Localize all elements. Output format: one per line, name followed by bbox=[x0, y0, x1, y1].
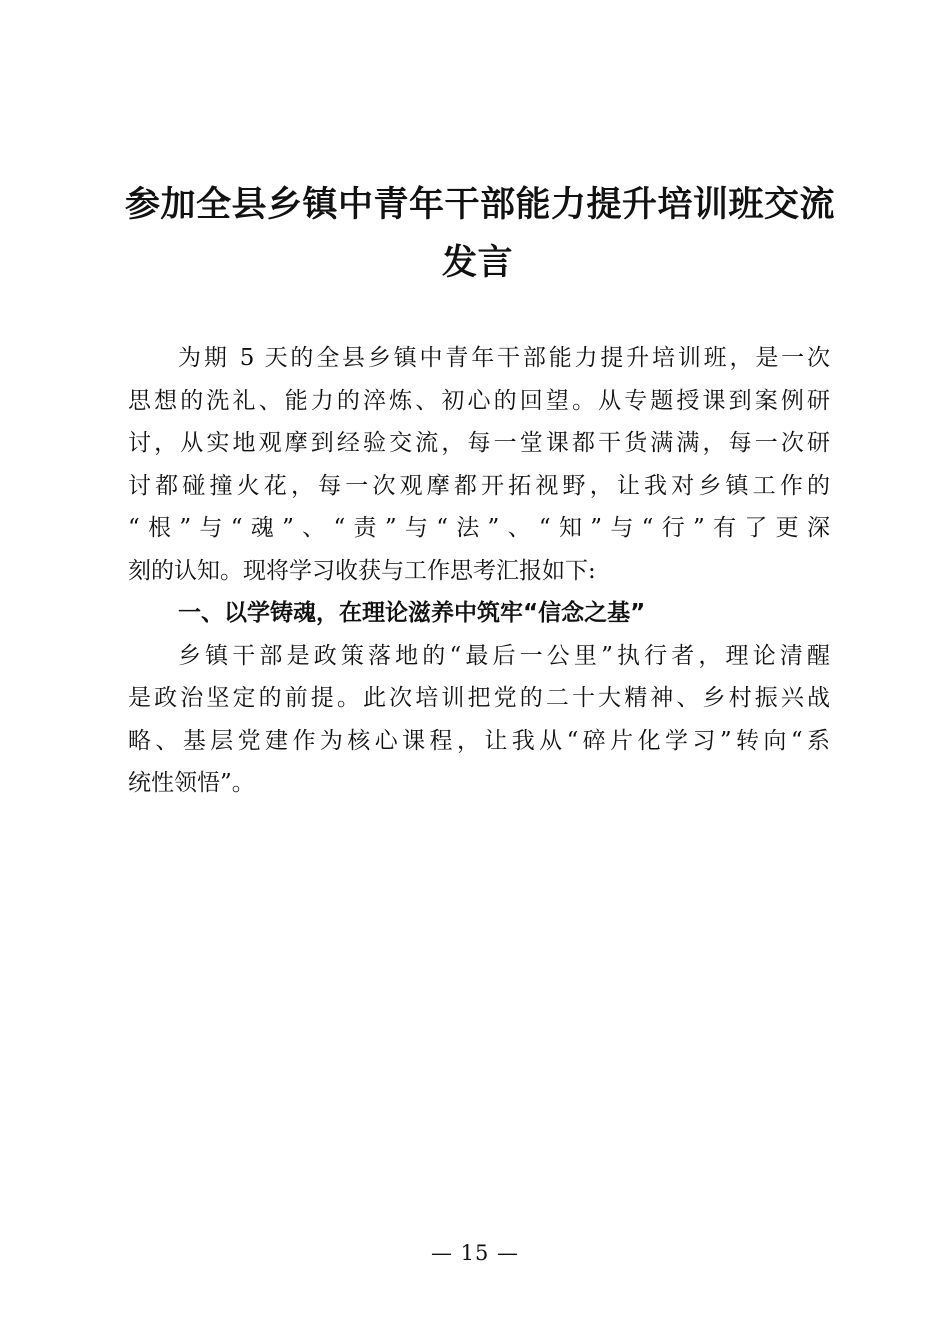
document-title bbox=[125, 176, 836, 292]
section-1-paragraph bbox=[128, 635, 830, 805]
paragraph-line: 乡镇干部是政策落地的“最后一公里”执行者，理论清醒 bbox=[178, 642, 830, 669]
document-body bbox=[128, 337, 830, 805]
page-number: — 15 — bbox=[430, 1241, 520, 1265]
paragraph-line: 略、基层党建作为核心课程，让我从“碎片化学习”转向“系 bbox=[128, 727, 830, 754]
paragraph-line: 是政治坚定的前提。此次培训把党的二十大精神、乡村振兴战 bbox=[128, 685, 830, 711]
paragraph-line: 为期 5 天的全县乡镇中青年干部能力提升培训班，是一次 bbox=[178, 345, 830, 371]
paragraph-line: 统性领悟”。 bbox=[128, 770, 255, 796]
paragraph-line: 思想的洗礼、能力的淬炼、初心的回望。从专题授课到案例研 bbox=[128, 387, 830, 414]
section-heading: 一、以学铸魂，在理论滋养中筑牢“信念之基” bbox=[178, 600, 646, 626]
intro-paragraph bbox=[128, 337, 830, 592]
paragraph-line: “根”与“魂”、“责”与“法”、“知”与“行”有了更深 bbox=[128, 515, 830, 541]
title-line: 发言 bbox=[441, 243, 513, 283]
paragraph-line: 刻的认知。现将学习收获与工作思考汇报如下: bbox=[128, 557, 596, 584]
paragraph-line: 讨，从实地观摩到经验交流，每一堂课都干货满满，每一次研 bbox=[128, 430, 830, 456]
paragraph-line: 讨都碰撞火花，每一次观摩都开拓视野，让我对乡镇工作的 bbox=[128, 472, 830, 499]
title-line: 参加全县乡镇中青年干部能力提升培训班交流 bbox=[125, 185, 836, 225]
